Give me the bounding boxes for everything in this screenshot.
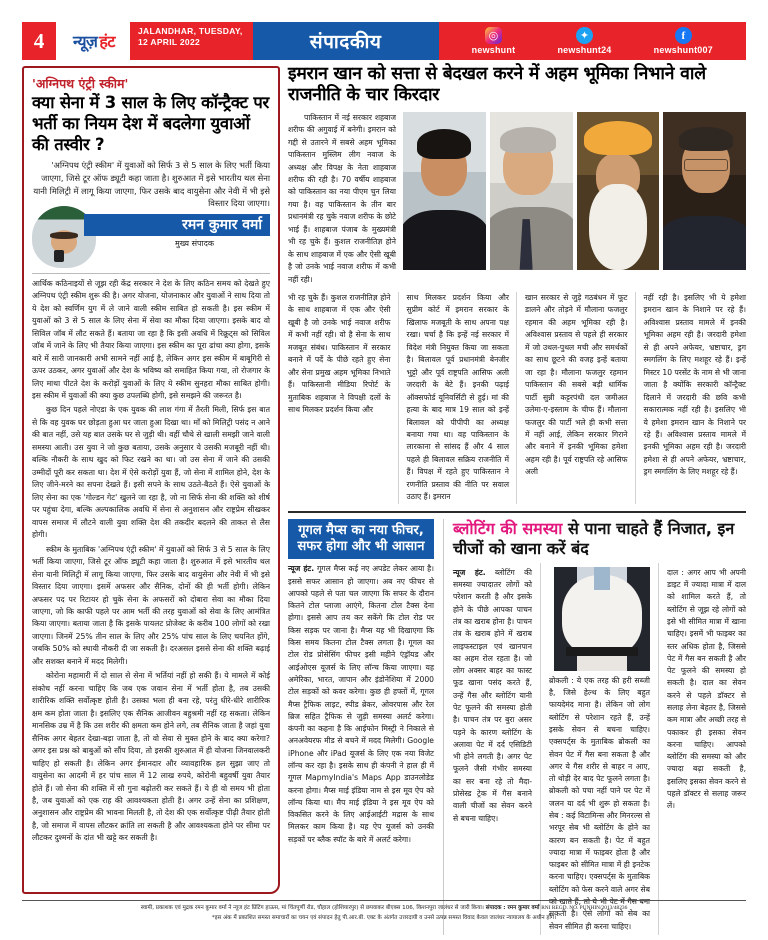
portrait-bilawal-bhutto xyxy=(403,112,486,270)
bloating-column xyxy=(549,563,659,935)
instagram-handle: newshunt xyxy=(471,45,516,55)
bloated-belly-photo xyxy=(554,567,650,671)
page-number: 4 xyxy=(22,22,58,60)
google-maps-article xyxy=(288,519,434,935)
lead-column xyxy=(288,292,399,504)
lead-top-block xyxy=(288,112,746,286)
social-facebook[interactable] xyxy=(654,27,713,55)
lead-intro xyxy=(288,112,396,286)
lower-stories xyxy=(288,519,746,935)
footer-publisher-text: स्वामी, प्रकाशक एवं मुद्रक रमन कुमार वर्मा ने न्यूज हंट प्रिंटिंग हाऊस, मां चिंतपूर्णी रोड, चौहाल (होशियारपुर) से छपवाकर बीएक्स 106, किशनपुरा जालंधर से जारी किया। xyxy=(140,905,484,911)
lead-column-text: खान सरकार से जुड़े गठबंधन में फूट डालने और तोड़ने में मौलाना फजलुर रहमान की अहम भूमिका रही है। अविश्वास प्रस्ताव से पहले ही सरकार में जो उथल-पुथल मची और समर्थकों का साथ छूटने की वजह इन्हें बताया जा रहा है। मौलाना फजलुर रहमान पाकिस्तान की सबसे बड़ी धार्मिक पार्टी सुन्नी कट्टरपंथी दल जमीअत उलेमा-ए-इस्लाम के चीफ हैं। मौलाना फजलुर की पार्टी भले ही कभी सत्ता में नहीं आई, लेकिन सरकार गिराने और बनाने में इनकी भूमिका हमेशा अहम रही है। पूर्व राष्ट्रपति रहे आसिफ अली xyxy=(525,293,628,477)
twitter-icon: ✦ xyxy=(576,27,593,44)
section-title: संपादकीय xyxy=(253,22,439,60)
editorial-kicker: 'अग्निपथ एंट्री स्कीम' xyxy=(32,76,129,91)
footer-rni: RNI REGD. NO. PUNHIN/2013/48236 xyxy=(541,905,628,911)
bloating-col3-text: दाल : अगर आप भी अपनी डाइट में ज्यादा मात्रा में दाल को शामिल करते हैं, तो ब्लोटिंग से जूझ रहे लोगों को इसे भी सीमित मात्रा में खाना चाहिए। इसमें भी फाइबर का स्तर अधिक होता है, जिससे पेट में गैस बन सकती है और पेट फूलने की समस्या हो सकती है। दाल का सेवन करने से पहले डॉक्टर से सलाह लेना बेहतर है, जिससे कम मात्रा और अच्छी तरह से पकाकर ही इसका सेवन करना चाहिए। आपको ब्लोटिंग की समस्या को और ज्यादा बढ़ा सकती है, इसलिए इसका सेवन करने से पहले डॉक्टर से सलाह जरूर लें। xyxy=(667,567,746,811)
logo-text-secondary: हंट xyxy=(99,32,115,51)
bloating-headline-highlight: ब्लोटिंग की समस्या xyxy=(453,518,563,538)
footer-legal: *इस अंक में प्रकाशित समस्त समाचारों का चयन एवं संपादन हेतु पी.आर.बी. एक्ट के अंतर्गत उत्तरदायी व उनसे उत्पन्न समस्त विवाद केवल जालंधर न्यायालय के अधीन होंगे। xyxy=(211,914,557,921)
editorial-article xyxy=(22,66,280,894)
facebook-icon: f xyxy=(675,27,692,44)
editorial-standfirst: 'अग्निपथ एंट्री स्कीम' में युवाओं को सिर्फ 3 से 5 साल के लिए भर्ती किया जाएगा, जिसे टूर ऑफ ड्यूटी कहा जाता है। शुरुआत में इसे भारतीय थल सेना यानी मिलिट्री में लागू किया जाएगा, फिर उसके बाद वायुसेना और नेवी में भी इसे विस्तार दिया जाएगा। xyxy=(33,160,270,209)
logo-text-primary: न्यूज़ xyxy=(73,32,98,51)
lead-intro-text: पाकिस्तान में नई सरकार शहबाज शरीफ की अगुवाई में बनेगी। इमरान को गद्दी से उतारने में सबसे अहम भूमिका पाकिस्तान मुस्लिम लीग नवाज के अध्यक्ष और विपक्ष के नेता शाहबाज शरीफ की रही है। 70 वर्षीय शाहबाज को पाकिस्तान का नया पीएम चुन लिया गया है। वह पाकिस्तान के तीन बार प्रधानमंत्री रह चुके नवाज शरीफ के छोटे भाई हैं। शाहबाज पंजाब के मुख्यमंत्री भी रह चुके हैं। कुशल राजनीतिज्ञ होने के साथ शाहबाज में एक और ऐसी खूबी है जो उनके भाई नवाज शरीफ में कभी नहीं रही। xyxy=(288,112,396,284)
author-name: रमन कुमार वर्मा xyxy=(84,214,270,236)
social-instagram[interactable] xyxy=(472,27,516,55)
bloating-col1-text: ब्लोटिंग की समस्या ज्यादातर लोगों को परेशान करती है और इसके होने के पीछे आपका पाचन तंत्र का खराब होना है। पाचन तंत्र के खराब होने में खराब लाइफस्टाइल एवं खानपान का अहम रोल रहता है। जो लोग अक्सर बाहर का फास्ट फूड खाना पसंद करते हैं, उन्हें गैस और ब्लोटिंग यानी पेट फूलने की समस्या होती है। पाचन तंत्र पर बुरा असर पड़ने के कारण ब्लोटिंग के अलावा पेट में दर्द एसिडिटी भी होने लगती है। अगर पेट फूलने जैसी गंभीर समस्या का सर बना रहे तो मैदा-प्रोसेस्ड ट्रेक में गैस बनाने वाली चीजों का सेवन करने से बचना चाहिए। xyxy=(453,567,532,823)
maps-body-text xyxy=(288,563,434,846)
maps-text: गूगल मैप्स कई नए अपडेट लेकर आया है। इससे सफर आसान हो जाएगा। अब नए फीचर से आपको पहले से पता चल जाएगा कि सफर के दौरान कितने टोल प्लाजा आएंगे, कितना टोल टैक्स देना होगा। इससे आप तय कर सकेंगे कि टोल रोड पर किस सड़क पर जाना है। मैप्स यह भी दिखाएगा कि किस समय कितना टोल टैक्स लगता है। गूगल का टोल रोड प्रोसेसिंग फीचर इसी महीने एंड्रॉयड और आईओएस यूजर्स के लिए लॉन्च किया जाएगा। यह अमेरिका, भारत, जापान और इंडोनेशिया में 2000 टोल सड़कों को कवर करेगा। कुछ ही हफ्तों में, गूगल मैप्स ट्रैफिक लाइट, स्पीड ब्रेकर, ओवरपास और रेल ब्रिज सहित ट्रैफिक से जुड़ी समस्या अलर्ट करेगा। कंपनी का कहना है कि आईफोन मिस्ट्री ने निकाले से अनअवेयरफ मीड से बचने में मदद मिलेगी। Google iPhone और iPad यूजर्स के लिए एक नया विजेट लॉन्च कर रहा है। इसके साथ ही कंपनी ने हाल ही में गूगल MapmyIndia's Maps App डाउनलोडेड करना होगा। मैप्स माई इंडिया नाम से इस मूव ऐप को लॉन्च किया था। मैप माई इंडिया ने इस मूव ऐप को विकसित करने के लिए आईआईटी मद्रास के साथ मिलकर काम किया है। यह ऐप यूजर्स को उनकी सड़कों पर ब्लैक स्पॉट के बारे में अलर्ट करेगा। xyxy=(288,564,434,844)
editorial-body xyxy=(32,278,270,845)
maps-body xyxy=(288,563,434,846)
maps-dateline: न्यूज हंट. xyxy=(288,564,315,574)
social-links xyxy=(439,22,746,60)
lead-headline: इमरान खान को सत्ता से बेदखल करने में अहम भूमिका निभाने वाले राजनीति के चार किरदार xyxy=(288,64,706,106)
dateline-date: 12 APRIL 2022 xyxy=(138,36,201,47)
bloating-column xyxy=(667,563,746,935)
page-footer xyxy=(22,900,746,924)
lead-column xyxy=(407,292,518,504)
bloating-article xyxy=(443,519,746,935)
bloating-headline-rest: से पाना चाहते हैं निजात, इन चीजों को खाना करें बंद xyxy=(453,518,735,558)
editorial-byline xyxy=(32,212,270,270)
lead-column-text: नहीं रही है। इसलिए भी ये हमेशा इमरान खान के निशाने पर रहे हैं। अविश्वास प्रस्ताव मामले में इनकी भूमिका अहम रही है। जरदारी हमेशा से ही अपने अफेयर, भ्रष्टाचार, ड्रग स्मगलिंग के लिए मशहूर रहे हैं। इन्हें मिस्टर 10 परसेंट के नाम से भी जाना जाता है क्योंकि सरकारी कॉन्ट्रैक्ट दिलाने में जरदारी की छवि कभी सकारात्मक नहीं रही है। इसलिए भी ये हमेशा इमरान खान के निशाने पर रहे हैं। अविश्वास प्रस्ताव मामले में इनकी भूमिका अहम रही है। जरदारी हमेशा से ही अपने अफेयर, भ्रष्टाचार, ड्रग स्मगलिंग के लिए मशहूर रहे हैं। xyxy=(643,293,746,477)
editorial-paragraph: कुछ दिन पहले नोएडा के एक युवक की लाश गंगा में तैरती मिली, सिर्फ इस बात से कि वह युवक घर छोड़ता हुआ घर जाता हुआ दिखा था। माँ को मिलिट्री पसंद न आने की बात नहीं, उसे यह बात उसके घर से जुड़ी थी। वहीं चौथे से खाली समझी जाने वाली समस्या आती। उस युवा ने जो कुछ बताया, उसके अनुसार ये उसकी मजबूरी नहीं थी। बल्कि नौकरी के साथ खुद को फिट रखने का था। जो उस सेना में जाने की उसकी उम्मीदों पूरी कर सकता था। देश में ऐसे करोड़ों युवा हैं, जो सेना में शामिल होने, देश के लिए जीने-मरने का सपना देखते हैं। इसी सपने के साथ उठते-बैठते हैं। ऐसे युवाओं के लिए सेना का एक 'गोल्डन गेट' खुलने जा रहा है, जो ना सिर्फ सेना की शक्ति को शीर्ष पर पहुंचा देगा, बल्कि अल्पकालिक अवधि में सेना से अनुशासन और राष्ट्रप्रेम सीखकर वापस समाज में लौटने वाली युवा शक्ति देश की तकदीर बदलने की ताकत से लैस होगी। xyxy=(32,405,270,540)
editorial-headline: क्या सेना में 3 साल के लिए कॉन्ट्रैक्ट पर भर्ती का नियम देश में बदलेगा युवाओं की तस्वीर ? xyxy=(32,93,270,154)
twitter-handle: newshunt24 xyxy=(557,45,612,55)
bloating-headline xyxy=(453,519,746,559)
lead-column-text: साथ मिलकर प्रदर्शन किया और सुप्रीम कोर्ट में इमरान सरकार के खिलाफ मजबूती के साथ अपना पक्ष रखा। चर्चा है कि इन्हें नई सरकार में विदेश मंत्री नियुक्त किया जा सकता है। बिलावल पूर्व प्रधानमंत्री बेनजीर भुट्टो और पूर्व राष्ट्रपति आसिफ अली जरदारी के बेटे हैं। इनकी पढ़ाई ऑक्सफोर्ड यूनिवर्सिटी से हुई। मां की हत्या के बाद मात्र 19 साल को इन्हें बिलावल को पीपीपी का अध्यक्ष बनाया गया था। वह पाकिस्तान के लारकाना से सांसद हैं और 4 साल पहले ही बिलावल सक्रिय राजनीति में हैं। विपक्ष में रहते हुए पाकिस्तान ने रणनीति प्रस्ताव की नीति पर सवाल उठाए हैं। इमरान xyxy=(406,293,509,502)
editorial-paragraph: स्कीम के मुताबिक 'अग्निपथ एंट्री स्कीम' में युवाओं को सिर्फ 3 से 5 साल के लिए भर्ती किया जाएगा, जिसे टूर ऑफ ड्यूटी कहा जाता है। शुरुआत में इसे भारतीय थल सेना यानी मिलिट्री में लागू किया जाएगा, फिर उसके बाद वायुसेना और नेवी में भी इसे विस्तार दिया जाएगा। इसमें अफसर और सैनिक, दोनों की ही भर्ती होगी। लेकिन अफसर पद पर रिटायर हो चुके सेना के अफसरों को दोबारा सेवा का मौका दिया जाएगा, जो कि काफी पहले पर आम भर्ती की तरह युवाओं को सेवा के लिए आमंत्रित किया जाएगा। बताया जाता है कि इसके पायलट प्रोजेक्ट के करीब 100 लोगों को रखा जाएगा। जिनमें 25% तीन साल के लिए और 25% पांच साल के लिए चयनित होंगे, जबकि 50% को स्थायी नौकरी दी जा सकती है। दरअसल इससे सेना की शक्ति बढ़ाई और सशक्त बनाने में मदद मिलेगी। xyxy=(32,544,270,666)
bloating-col2-text: ब्रोकली : ये एक तरह की हरी सब्जी है, जिसे हेल्थ के लिए बहुत फायदेमंद माना है। लेकिन जो लोग ब्लोटिंग से परेशान रहते हैं, उन्हें इसके सेवन से बचना चाहिए। एक्सपर्ट्स के मुताबिक ब्रोकली का सेवन पेट में गैस बना सकता है और अगर ये गैस शरीर से बाहर न आए, तो थोड़ी देर बाद पेट फूलने लगता है। ब्रोकली को पचा नहीं पाने पर पेट में जलन या दर्द भी शुरू हो सकता है। सेब : कई विटामिन्स और मिनरल्स से भरपूर सेब भी ब्लोटिंग के होने का कारण बन सकती है। पेट में बहुत ज्यादा मात्रा में फाइबर होता है और फाइबर को सीमित मात्रा में ही इनटेक करना चाहिए। एक्सपर्ट्स के मुताबिक ब्लोटिंग को फेस करने वाले अगर सेब को खाते हैं, तो ये भी पेट में गैस बना सकती है। ऐसे लोगों को सेब का सेवन सीमित ही करना चाहिए। xyxy=(549,675,650,931)
divider xyxy=(32,273,270,274)
portrait-asif-ali-zardari xyxy=(663,112,746,270)
social-twitter[interactable] xyxy=(557,27,611,55)
dateline xyxy=(130,22,253,60)
lead-column xyxy=(525,292,636,504)
bloating-dateline: न्यूज हंट. xyxy=(453,567,486,577)
editorial-paragraph: आर्थिक कठिनाइयों से जूझ रही केंद्र सरकार ने देश के लिए कठिन समय को देखते हुए अग्निपथ एंट्री स्कीम शुरू की है। अगर योजना, योजनाकार और युवाओं ने साथ दिया तो ये देश को स्वर्णिम युग में ले जाने वाली स्कीम साबित हो सकती है। इस स्कीम में युवाओं को 3 से 5 साल के लिए सेना में सेवा का मौका दिया जाएगा। इसके बाद वो सिविल जॉब में लौट सकते हैं। बताया जा रहा है कि इसी अवधि में रिक्रूट्स को सिविल जॉब में जाने के लिए भी तैयार किया जाएगा। इस स्कीम का पूरा ढांचा क्या होगा, इसके बारे में सारी जानकारी अभी सामने नहीं आई है, लेकिन अगर इस स्कीम में बाबूगिरी से ऊपर उठकर, अगर युवाओं और देश के भविष्य को समाहित किया गया, तो रोजगार के लिए माथा पीटते देश के करोड़ों युवाओं के लिए ये स्कीम सुनहरा मौका साबित होगी। इस स्कीम में युवाओं की क्या कुछ उपलब्धि होगी, इसे समझने की जरूरत है। xyxy=(32,278,270,400)
dateline-city-day: JALANDHAR, TUESDAY, xyxy=(138,26,243,36)
lead-body-columns xyxy=(288,292,746,504)
portrait-fazlur-rehman xyxy=(577,112,660,270)
portrait-shehbaz-sharif xyxy=(490,112,573,270)
maps-headline: गूगल मैप्स का नया फीचर, सफर होगा और भी आसान xyxy=(288,519,434,560)
masthead xyxy=(22,22,746,60)
publication-logo[interactable] xyxy=(58,22,130,60)
bloating-columns xyxy=(453,563,746,935)
lead-column xyxy=(644,292,747,504)
footer-imprint xyxy=(22,900,746,914)
lead-column-text: भी रह चुके हैं। कुशल राजनीतिज्ञ होने के साथ शाहबाज में एक और ऐसी खूबी है जो उनके भाई नवाज शरीफ में कभी नहीं रही। वो है सेना के साथ मजबूत संबंध। पाकिस्तान में सरकार बनाने में पर्दे के पीछे रहते हुए सेना और सेना प्रमुख अहम भूमिका निभाते हैं। पाकिस्तानी मीडिया रिपोर्ट के मुताबिक शहबाज ने विपक्षी दलों के साथ मिलकर प्रदर्शन किया और xyxy=(288,293,391,415)
footer-editor: संपादक : रमन कुमार वर्मा xyxy=(485,905,540,911)
editorial-paragraph: कोरोना महामारी में दो साल से सेना में भर्तियां नहीं हो सकी हैं। ये मामले में कोई संकोच नहीं करना चाहिए कि जब एक जवान सेना में भर्ती होता है, तब उसकी शारीरिक शक्ति सर्वोत्कृष्ट होती है। उसका भला ही बना रहे, परंतु धीरे-धीरे शारीरिक क्षम कम होता जाता है। इसलिए एक सैनिक आजीवन बहुश्रमी नहीं रह सकता। लेकिन मानसिक उम्र में है कि उस शरीर की क्षमता कम होने लगे, तब सैनिक जाता है जहां युवा सैनिक अगर बेहतर देखा-बड़ा जाता है, तो वो सेवा से मुक्त होने के बाद क्या करेगा? अगर इस प्रश्न को बाबुओं को सौंप दिया, तो इसकी शुरुआत में ही योजना जिनवालकरी चाहिए हो सकती है। लेकिन अगर ईमानदार और व्यावहारिक हल सुझा जाए तो वायुसेना का आदमी में हर पांच साल में 12 लाख रुपये, कोरोनी बहुवर्षी युवा तैयार होते हैं। जो सेना की शक्ति में सौ गुना बढ़ोतरी कर सकते हैं। ये ही वो समय भी होता है, जब युवाओं को एक राह की आवश्यकता होती है। अगर उन्हें सेना का प्रशिक्षण, अनुशासन और राष्ट्रप्रेम की भावना मिलती है, तो देश की एक सर्वोत्कृष्ट पीढ़ी तैयार होती है, जो समाज में वापस लौटकर क्रांति ला सकती है और आवश्यकता होने पर सीमा पर लौटकर दुश्मनों के दांत भी खट्टे कर सकती है। xyxy=(32,671,270,843)
author-role: मुख्य संपादक xyxy=(174,238,214,248)
instagram-icon: ◎ xyxy=(485,27,502,44)
facebook-handle: newshunt007 xyxy=(653,45,713,55)
bloating-column xyxy=(453,563,541,935)
lead-photo-strip xyxy=(403,112,746,270)
section-divider xyxy=(288,511,746,513)
